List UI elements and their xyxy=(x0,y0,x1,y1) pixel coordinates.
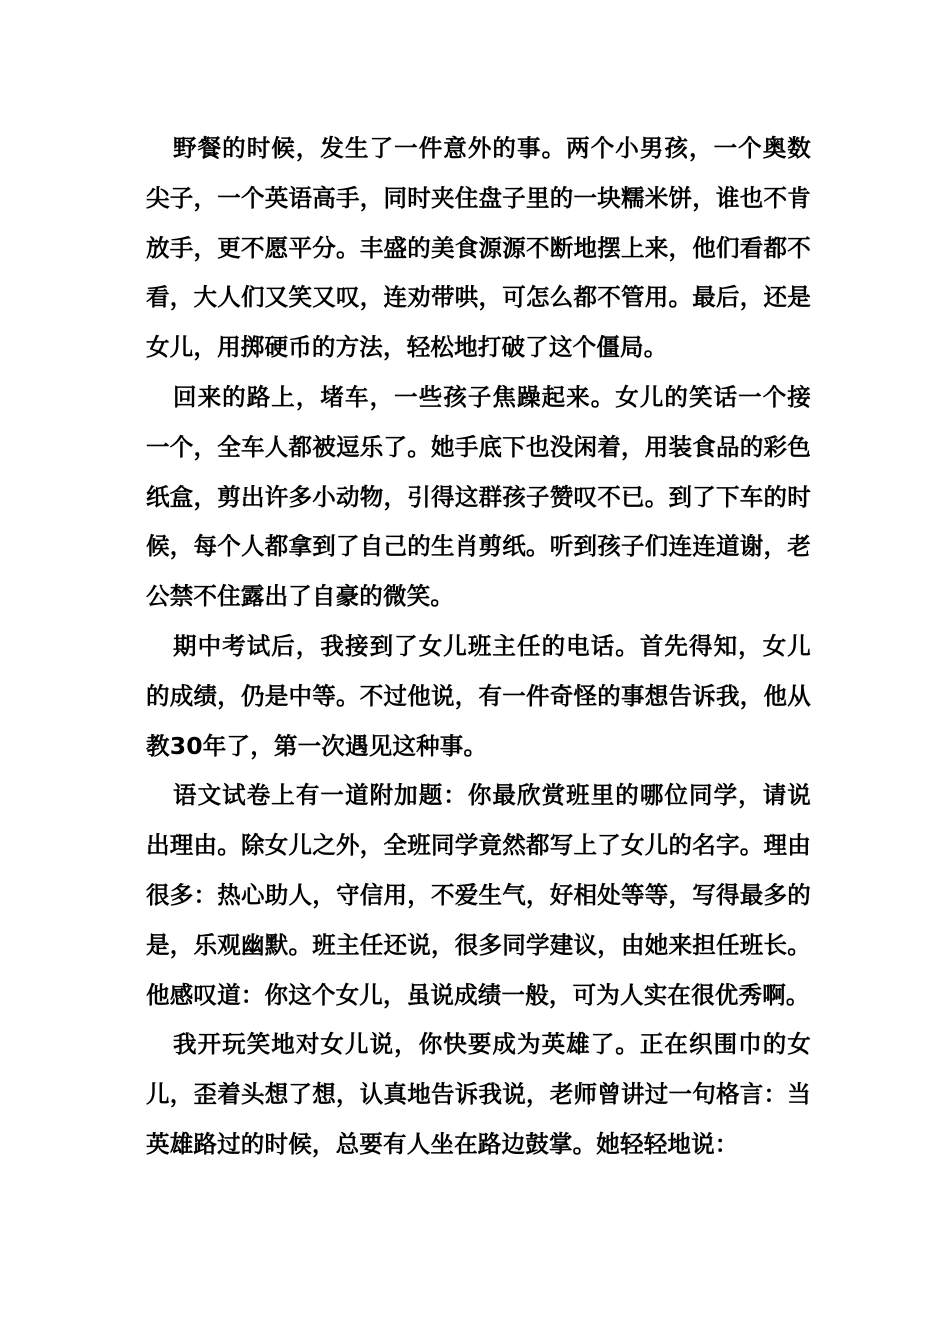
paragraph-picnic: 野餐的时候，发生了一件意外的事。两个小男孩，一个奥数尖子，一个英语高手，同时夹住盘子里的一块糯米饼，谁也不肯放手，更不愿平分。丰盛的美食源源不断地摆上来，他们看都不看，大人们又笑又叹，连劝带哄，可怎么都不管用。最后，还是女儿，用掷硬币的方法，轻松地打破了这个僵局。 xyxy=(146,134,811,362)
paragraph-hero-quote: 我开玩笑地对女儿说，你快要成为英雄了。正在织围巾的女儿，歪着头想了想，认真地告诉我说，老师曾讲过一句格言：当英雄路过的时候，总要有人坐在路边鼓掌。她轻轻地说： xyxy=(146,1030,811,1158)
paragraph-exam-question: 语文试卷上有一道附加题：你最欣赏班里的哪位同学，请说出理由。除女儿之外，全班同学竟然都写上了女儿的名字。理由很多：热心助人，守信用，不爱生气，好相处等等，写得最多的是，乐观幽默。班主任还说，很多同学建议，由她来担任班长。他感叹道：你这个女儿，虽说成绩一般，可为人实在很优秀啊。 xyxy=(146,781,811,1009)
paragraph-midterm-call: 期中考试后，我接到了女儿班主任的电话。首先得知，女儿的成绩，仍是中等。不过他说，有一件奇怪的事想告诉我，他从教30年了，第一次遇见这种事。 xyxy=(146,631,811,760)
paragraph-return-trip: 回来的路上，堵车，一些孩子焦躁起来。女儿的笑话一个接一个，全车人都被逗乐了。她手底下也没闲着，用装食品的彩色纸盒，剪出许多小动物，引得这群孩子赞叹不已。到了下车的时候，每个人都拿到了自己的生肖剪纸。听到孩子们连连道谢，老公禁不住露出了自豪的微笑。 xyxy=(146,382,811,611)
document-body xyxy=(146,124,811,1170)
